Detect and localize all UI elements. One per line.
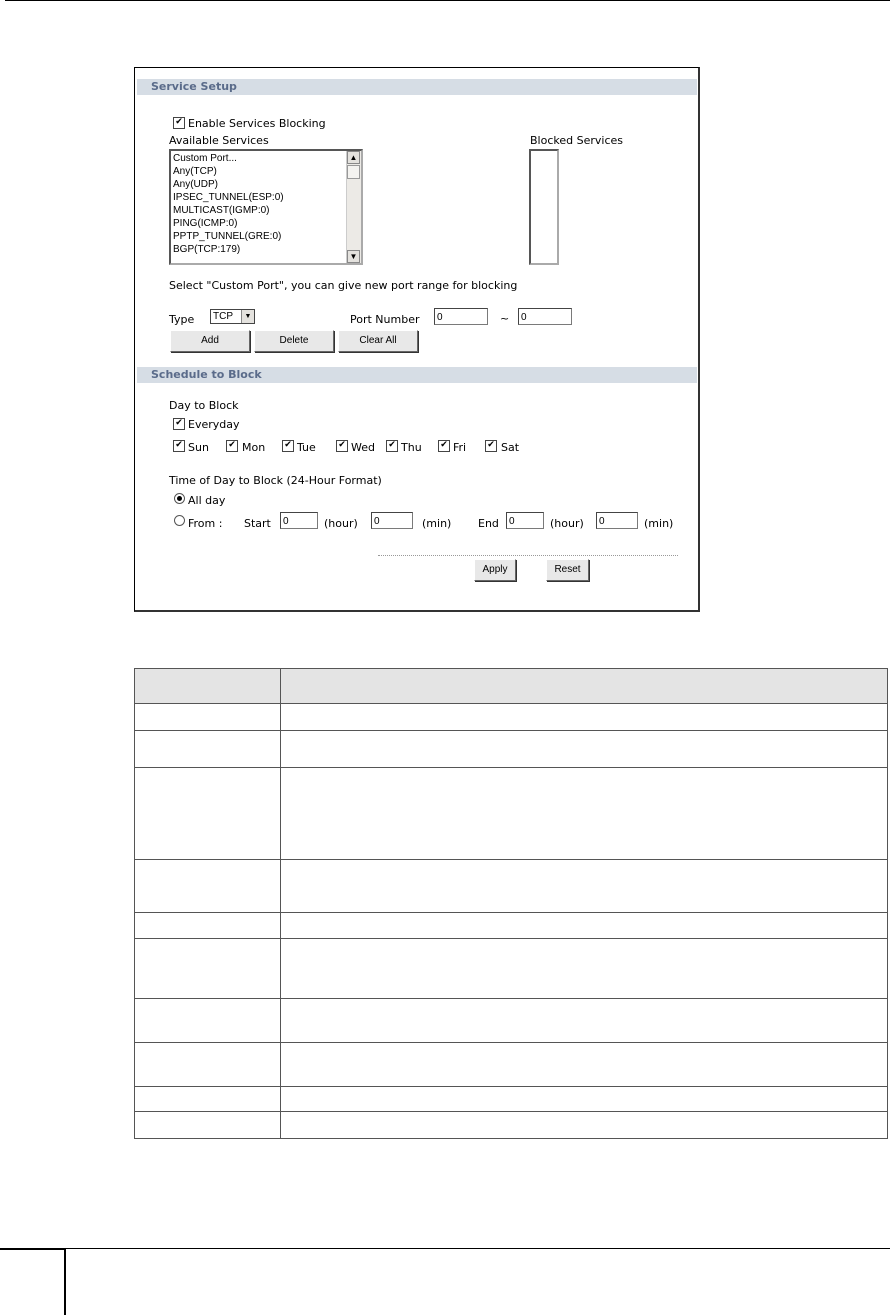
- type-select-value: TCP: [213, 311, 233, 322]
- time-of-day-label: Time of Day to Block (24-Hour Format): [169, 474, 382, 487]
- table-row: [135, 704, 888, 731]
- table-cell-label: [135, 768, 281, 860]
- footer-rule: [66, 1248, 890, 1249]
- port-range-separator: ~: [500, 312, 510, 325]
- day-checkbox-thu[interactable]: [386, 440, 398, 452]
- end-label: End: [478, 517, 499, 530]
- available-service-option[interactable]: Custom Port...: [173, 153, 237, 164]
- description-table: [134, 668, 888, 1139]
- port-number-label: Port Number: [350, 313, 420, 326]
- from-label: From :: [188, 517, 223, 530]
- day-label-sat: Sat: [501, 441, 520, 454]
- table-cell-label: [135, 1043, 281, 1087]
- table-row: [135, 1043, 888, 1087]
- end-min-input[interactable]: 0: [596, 512, 638, 529]
- day-checkbox-mon[interactable]: [226, 440, 238, 452]
- page-number-box: [0, 1248, 66, 1315]
- enable-services-blocking-label: Enable Services Blocking: [188, 117, 326, 130]
- day-label-thu: Thu: [401, 441, 422, 454]
- table-cell-description: [281, 939, 888, 999]
- day-checkbox-fri[interactable]: [438, 440, 450, 452]
- available-service-option[interactable]: IPSEC_TUNNEL(ESP:0): [173, 192, 284, 203]
- day-checkbox-sun[interactable]: [173, 440, 185, 452]
- table-cell-description: [281, 768, 888, 860]
- header-cell-label: [135, 669, 281, 704]
- table-cell-description: [281, 731, 888, 768]
- table-row: [135, 999, 888, 1043]
- delete-button[interactable]: Delete: [254, 330, 334, 352]
- table-cell-description: [281, 999, 888, 1043]
- apply-button[interactable]: Apply: [474, 559, 516, 581]
- table-cell-label: [135, 860, 281, 913]
- clear-all-button[interactable]: Clear All: [338, 330, 418, 352]
- day-label-tue: Tue: [297, 441, 316, 454]
- table-row: [135, 1112, 888, 1139]
- table-cell-label: [135, 999, 281, 1043]
- header-cell-description: [281, 669, 888, 704]
- enable-services-blocking-checkbox[interactable]: [173, 117, 185, 129]
- description-table-header: [135, 669, 888, 704]
- all-day-label: All day: [188, 494, 226, 507]
- page-top-rule: [5, 0, 890, 1]
- port-from-input[interactable]: 0: [434, 308, 488, 325]
- port-to-input[interactable]: 0: [518, 308, 572, 325]
- start-min-input[interactable]: 0: [371, 512, 413, 529]
- type-select[interactable]: [210, 309, 255, 324]
- type-label: Type: [169, 313, 195, 326]
- available-services-scrollbar[interactable]: [346, 151, 361, 263]
- scroll-down-icon[interactable]: ▼: [347, 250, 360, 263]
- table-cell-description: [281, 1087, 888, 1112]
- start-hour-input[interactable]: 0: [280, 512, 318, 529]
- service-blocking-panel: [134, 67, 700, 612]
- table-cell-label: [135, 1112, 281, 1139]
- day-checkbox-wed[interactable]: [336, 440, 348, 452]
- end-min-unit: (min): [644, 517, 674, 530]
- service-setup-header: Service Setup: [137, 79, 697, 95]
- table-row: [135, 913, 888, 939]
- day-checkbox-tue[interactable]: [282, 440, 294, 452]
- available-service-option[interactable]: PING(ICMP:0): [173, 218, 238, 229]
- table-cell-description: [281, 860, 888, 913]
- available-services-label: Available Services: [169, 134, 269, 147]
- table-cell-label: [135, 913, 281, 939]
- everyday-checkbox[interactable]: [173, 418, 185, 430]
- available-service-option[interactable]: PPTP_TUNNEL(GRE:0): [173, 231, 282, 242]
- schedule-to-block-header: Schedule to Block: [137, 367, 697, 383]
- available-service-option[interactable]: Any(TCP): [173, 166, 217, 177]
- table-row: [135, 1087, 888, 1112]
- scroll-up-icon[interactable]: ▲: [347, 151, 360, 164]
- all-day-radio[interactable]: [174, 493, 185, 504]
- table-row: [135, 731, 888, 768]
- day-label-wed: Wed: [351, 441, 375, 454]
- available-services-list[interactable]: [169, 149, 363, 265]
- everyday-label: Everyday: [188, 418, 240, 431]
- start-min-unit: (min): [422, 517, 452, 530]
- table-cell-label: [135, 939, 281, 999]
- start-hour-unit: (hour): [324, 517, 358, 530]
- table-row: [135, 860, 888, 913]
- table-cell-description: [281, 704, 888, 731]
- add-button[interactable]: Add: [170, 330, 250, 352]
- button-separator: [378, 555, 678, 556]
- table-cell-description: [281, 1112, 888, 1139]
- table-cell-label: [135, 731, 281, 768]
- day-label-sun: Sun: [188, 441, 209, 454]
- day-label-mon: Mon: [242, 441, 266, 454]
- chevron-down-icon: ▼: [241, 310, 254, 323]
- blocked-services-list[interactable]: [529, 149, 559, 265]
- end-hour-input[interactable]: 0: [506, 512, 544, 529]
- table-row: [135, 768, 888, 860]
- blocked-services-label: Blocked Services: [530, 134, 623, 147]
- available-service-option[interactable]: Any(UDP): [173, 179, 219, 190]
- table-cell-label: [135, 1087, 281, 1112]
- available-service-option[interactable]: BGP(TCP:179): [173, 244, 241, 255]
- from-radio[interactable]: [174, 515, 185, 526]
- end-hour-unit: (hour): [550, 517, 584, 530]
- day-to-block-label: Day to Block: [169, 399, 239, 412]
- day-label-fri: Fri: [453, 441, 467, 454]
- scroll-thumb[interactable]: [347, 165, 360, 179]
- custom-port-hint: Select "Custom Port", you can give new port range for blocking: [169, 279, 518, 292]
- table-cell-description: [281, 1043, 888, 1087]
- available-service-option[interactable]: MULTICAST(IGMP:0): [173, 205, 270, 216]
- reset-button[interactable]: Reset: [546, 559, 589, 581]
- day-checkbox-sat[interactable]: [485, 440, 497, 452]
- table-cell-description: [281, 913, 888, 939]
- start-label: Start: [244, 517, 271, 530]
- table-cell-label: [135, 704, 281, 731]
- table-row: [135, 939, 888, 999]
